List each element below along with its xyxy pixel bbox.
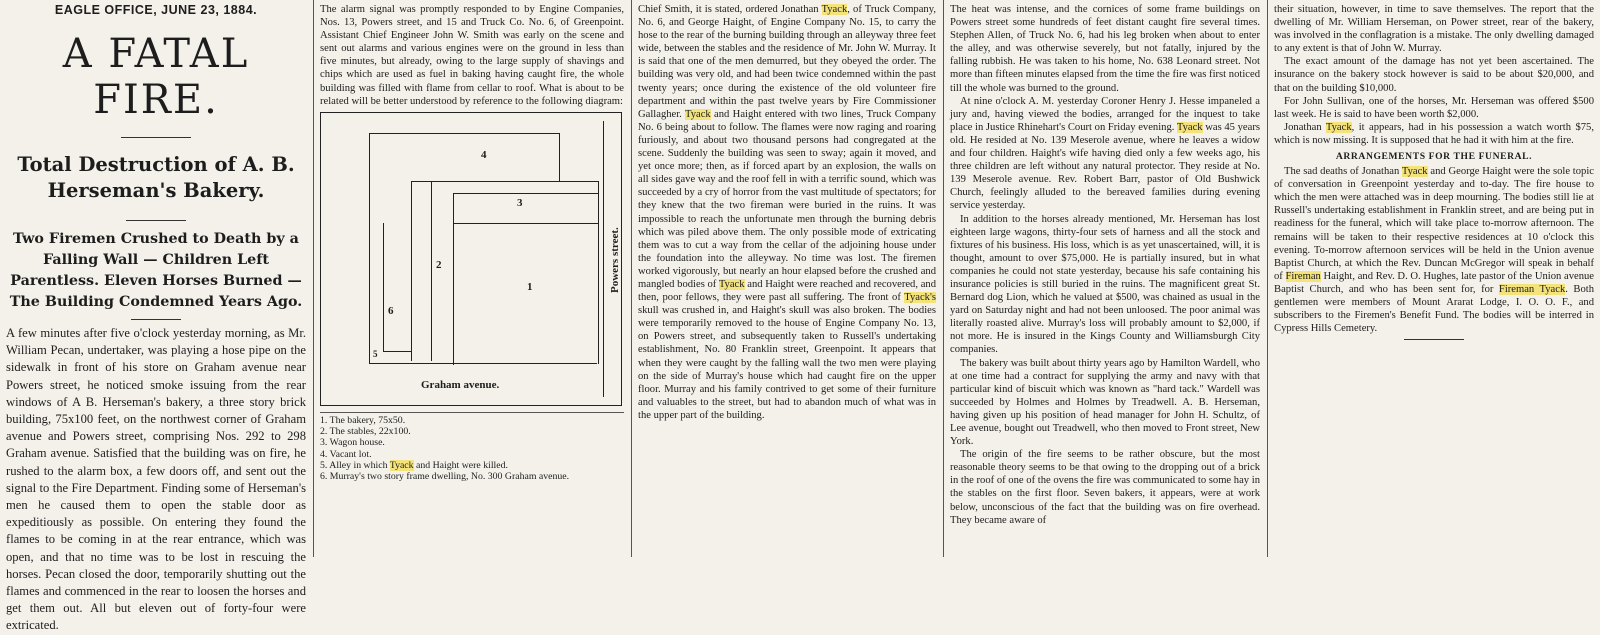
article-paragraph: The heat was intense, and the cornices of some frame buildings on Powers street some hundreds of feet distant caught fire several times. Stephen Allen, of Truck No. 6, had his leg broken when about to enter the alley, and was otherwise severely, but not fatally, injured by the falling rubbish. He was taken to his home, No. 638 Leonard street. Not more than fifteen minutes elapsed from the time the fire was first noticed till the whole was burned to the ground. (950, 4, 1260, 94)
column-4 (944, 0, 1266, 557)
column-3 (632, 0, 942, 557)
article-paragraph: The bakery was built about thirty years ago by Hamilton Wardell, who at one time had a contract for supplying the army and navy with that particular kind of biscuit which was known as "hard tack." Wardell was succeeded by Holmes and Holmes by Treadwell. A. B. Herseman, having given up his position of head manager for John H. Schultz, of Lee avenue, bought out Treadwell, who then moved to Front street, New York. (950, 357, 1260, 448)
search-highlight: Tyack (821, 4, 848, 15)
diagram-label: 1 (527, 280, 533, 293)
article-lead: A few minutes after five o'clock yesterday morning, as Mr. William Pecan, undertaker, was playing a hose pipe on the sidewalk in front of his store on Graham avenue near Powers street, he noticed smoke issuing from the rear windows of A B. Herseman's bakery, a three story brick building, 75x100 feet, on the northwest corner of Graham avenue and Powers street, comprising Nos. 292 to 298 Graham avenue. Satisfied that the building was on fire, he rushed to the alarm box, a few doors off, and sent out the signal to the Fire Department. Finding some of Herseman's men he caused them to open the stable door as expeditiously as possible. On entering they found the flames to be coming in at the rear entrance, which was open, and that no time was to be lost in rescuing the horses. Pecan closed the door, temporarily shutting out the flames and commenced in the rear to loosen the horses and get them out. All but eleven out of forty-four were extricated. (6, 326, 306, 633)
article-paragraph: The sad deaths of Jonathan Tyack and George Haight were the sole topic of conversation in Greenpoint yesterday and to-day. The fire house to which the men were attached was in deep mourning. The bodies still lie at Russell's undertaking establishment in Franklin street, and are being put in readiness for the funeral, which will take place to-morrow afternoon. The remains will be taken to their respective residences at 10 o'clock this evening. To-morrow afternoon services will be held in the Union avenue Baptist Church, at which the Rev. Duncan McGregor will speak in behalf of Fireman Haight, and Rev. D. O. Hughes, late pastor of the Union avenue Baptist Church, and who has been sent for, for Fireman Tyack. Both gentlemen were members of Mount Ararat Lodge, I. O. O. F., and subscribers to the Firemen's Benefit Fund. The bodies will be interred in Cypress Hills Cemetery. (1274, 166, 1595, 335)
article-paragraph: In addition to the horses already mentioned, Mr. Herseman has lost eighteen large wagons, thirty-four sets of harness and all the stock and fixtures of his business. His loss, which is as yet unascertained, will, it is thought, amount to over $75,000. He is partially insured, but in what companies he could not state yesterday, because his safe containing his insurance policies is still buried in the ruins. The magnificent great St. Bernard dog Lion, which he valued at $500, was chained as usual in the yard on Saturday night and had not been unloosed. The poor animal was literally roasted alive. Murray's loss will probably amount to $2,000, if not more. He is insured in the Kings County and Williamsburgh City companies. (950, 213, 1260, 356)
column-2 (314, 0, 630, 557)
end-rule (1404, 339, 1464, 340)
diagram-label: 2 (436, 258, 442, 271)
diagram-label: 3 (517, 196, 523, 209)
street-label-powers: Powers street. (609, 226, 621, 293)
deck-secondary: Two Firemen Crushed to Death by a Falling Wall — Children Left Parentless. Eleven Horses Burned — The Building Condemned Years Ago. (9, 231, 303, 310)
deck-primary: Total Destruction of A. B. Herseman's Bakery. (17, 153, 295, 202)
divider (121, 137, 191, 138)
article-paragraph: Chief Smith, it is stated, ordered Jonathan Tyack, of Truck Company, No. 6, and George Haight, of Engine Company No. 15, to carry the hose to the rear of the burning building through an alleyway three feet wide, between the stables and the residence of Mr. John W. Murray. It is said that one of the men demurred, but they obeyed the order. The building was very old, and had been twice condemned within the past twenty years; once during the existence of the old volunteer fire department and within the past twelve years by Fire Commissioner Gallagher. Tyack and Haight entered with two lines, Truck Company No. 6 being about to follow. The flames were now raging and roaring furiously, and about two thousand persons had congregated at the scene. Suddenly the building was seen to sway; again it moved, and yet once more; then, as if forced apart by an explosion, the walls on all sides gave way and the roof fell in with a terrific sound, which was succeeded by a cry of horror from the vast multitude of spectators; for they knew that the two fireman were buried in the ruins. It was impossible to reach the unfortunate men through the burning debris which was piled above them. The only possible mode of extricating them was to cut a way from the cellar of the adjoining house under the foundation into the alleyway. No time was lost. The firemen worked vigorously, but nearly an hour elapsed before the crushed and mangled bodies of Tyack and Haight were reached and recovered, and then, poor fellows, they were past all suffering. The front of Tyack's skull was crushed in, and Haight's skull was also broken. The bodies were temporarily removed to the house of Engine Company No. 13, on Powers street, and subsequently taken to Russell's undertaking establishment, No. 80 Franklin street, Greenpoint. It appears that when they were caught by the falling wall the two men were playing on the side of Murray's house which had caught fire on the upper floor. Murray and his family contrived to get some of their furniture and valuables to the street, but had to abandon much of what was in the upper part of the building. (638, 4, 936, 421)
article-paragraph: The exact amount of the damage has not yet been ascertained. The insurance on the bakery stock however is said to be about $20,000, and that on the building $10,000. (1274, 56, 1594, 94)
article-paragraph: The alarm signal was promptly responded to by Engine Companies, Nos. 13, Powers street, and 15 and Truck Co. No. 6, of Greenpoint. Assistant Chief Engineer John W. Smith was early on the scene and sent out alarms and various engines were on the ground in less than five minutes, but already, owing to the large supply of shavings and chips which are used as fuel in baking having caught fire, the whole building was filled with flame from cellar to roof. What is about to be related will be better understood by reference to the following diagram: (320, 4, 624, 107)
fire-diagram (320, 112, 622, 406)
legend-item: 2. The stables, 22x100. (320, 426, 411, 438)
legend-item: 4. Vacant lot. (320, 448, 372, 460)
search-highlight: Tyack's (904, 292, 936, 304)
search-highlight: Tyack (1325, 121, 1352, 133)
search-highlight: Fireman Tyack (1498, 283, 1566, 295)
search-highlight: Fireman (1285, 270, 1321, 282)
article-paragraph: The origin of the fire seems to be rather obscure, but the most reasonable theory seems to be that owing to the dropping out of a brick in the roof of one of the ovens the fire was communicated to some hay in the stables on the first floor. Seven bakers, it appears, were at work below, unconscious of the fact that the building was on fire overhead. They became aware of (950, 449, 1260, 526)
article-paragraph: Jonathan Tyack, it appears, had in his possession a watch worth $75, which is now missing. It is supposed that he had it with him at the fire. (1274, 121, 1594, 146)
dateline: EAGLE OFFICE, JUNE 23, 1884. (54, 3, 258, 17)
search-highlight: Tyack (1176, 121, 1203, 133)
legend-item: 1. The bakery, 75x50. (320, 414, 406, 426)
diagram-label: 5 (373, 348, 378, 359)
column-5 (1268, 0, 1600, 557)
search-highlight: Tyack (718, 278, 745, 290)
search-highlight: Tyack (684, 108, 711, 120)
divider (126, 220, 186, 221)
article-paragraph: their situation, however, in time to save themselves. The report that the dwelling of Mr. William Herseman, on Power street, rear of the bakery, was involved in the conflagration is a mistake. The only dwelling damaged to any extent is that of John W. Murray. (1274, 4, 1594, 55)
divider (131, 319, 181, 320)
diagram-legend (320, 412, 624, 483)
legend-item: 5. Alley in which Tyack and Haight were killed. (320, 459, 508, 471)
legend-item: 6. Murray's two story frame dwelling, No. 300 Graham avenue. (320, 471, 570, 483)
diagram-label: 4 (481, 148, 487, 161)
article-paragraph: At nine o'clock A. M. yesterday Coroner Henry J. Hesse impaneled a jury and, having viewed the bodies, arranged for the inquest to take place in Justice Rhinehart's Court on Friday evening. Tyack was 45 years old. He resided at No. 139 Meserole avenue, where he leaves a widow and four children. Haight's wife having died only a few weeks ago, his three children are left without any natural protector. They reside at No. 139 Meserole avenue. Rev. Robert Barr, pastor of Old Bushwick Church, feelingly alluded to the bereaved families during evening service yesterday. (950, 95, 1260, 212)
search-highlight: Tyack (1401, 166, 1428, 178)
headline: A FATAL FIRE. (62, 31, 250, 123)
diagram-label: 6 (388, 304, 394, 317)
column-1 (0, 0, 312, 633)
street-label-graham: Graham avenue. (421, 378, 500, 391)
legend-item: 3. Wagon house. (320, 437, 385, 449)
section-subhead: ARRANGEMENTS FOR THE FUNERAL. (1335, 151, 1533, 163)
search-highlight: Tyack (389, 459, 414, 471)
article-paragraph: For John Sullivan, one of the horses, Mr. Herseman was offered $500 last week. He is said to have been worth $2,000. (1274, 95, 1594, 120)
